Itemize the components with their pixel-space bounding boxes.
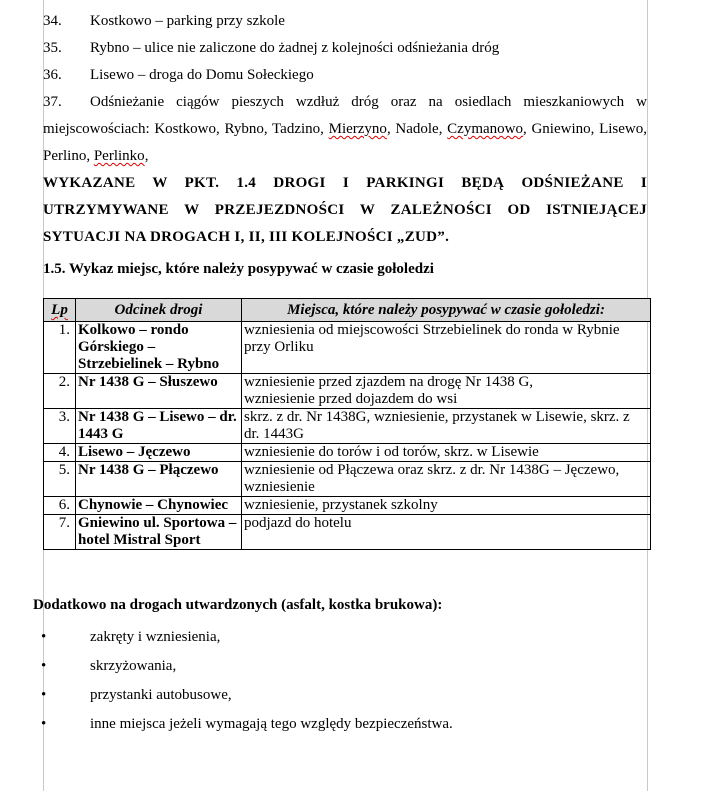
cell-road: Chynowie – Chynowiec (76, 497, 242, 515)
cell-road: Nr 1438 G – Lisewo – dr. 1443 G (76, 409, 242, 444)
item-number: 35. (43, 40, 62, 56)
item-text: Rybno – ulice nie zaliczone do żadnej z kolejności odśnieżania dróg (90, 40, 500, 56)
item-text: Odśnieżanie ciągów pieszych wzdłuż dróg oraz na osiedlach mieszkaniowych w miejscowościach: Kostkowo, Rybno, Tadzino, (43, 94, 647, 137)
cell-road: Gniewino ul. Sportowa – hotel Mistral Sport (76, 515, 242, 550)
bullet-icon: • (41, 716, 47, 732)
cell-road: Lisewo – Jęczewo (76, 444, 242, 462)
table-row (44, 409, 651, 444)
bullet-icon: • (41, 658, 47, 674)
cell-road: Nr 1438 G – Płączewo (76, 462, 242, 497)
list-item (43, 8, 647, 35)
list-item-37 (43, 89, 647, 170)
item-number: 37. (43, 94, 62, 110)
item-text: , (144, 148, 149, 164)
cell-places: wzniesienie do torów i od torów, skrz. w Lisewie (242, 444, 651, 462)
document-body (43, 8, 647, 280)
cell-lp: 3. (44, 409, 76, 444)
table-row (44, 322, 651, 374)
cell-road: Nr 1438 G – Słuszewo (76, 374, 242, 409)
icy-places-table (43, 298, 651, 550)
spell-flagged-word: Mierzyno (328, 121, 387, 137)
cell-lp: 5. (44, 462, 76, 497)
section-title: 1.5. Wykaz miejsc, które należy posypywać w czasie gołoledzi (43, 261, 434, 277)
bullet-icon: • (41, 629, 47, 645)
list-item (43, 62, 647, 89)
header-text: Lp (51, 302, 68, 318)
cell-road: Kolkowo – rondo Górskiego – Strzebielinek – Rybno (76, 322, 242, 374)
column-header-lp (44, 299, 76, 322)
cell-lp: 2. (44, 374, 76, 409)
item-text: Kostkowo – parking przy szkole (90, 13, 285, 29)
spell-flagged-word: Czymanowo (447, 121, 523, 137)
cell-places: wzniesienie przed zjazdem na drogę Nr 1438 G, wzniesienie przed dojazdem do wsi (242, 374, 651, 409)
cell-lp: 4. (44, 444, 76, 462)
table-header-row (44, 299, 651, 322)
cell-lp: 1. (44, 322, 76, 374)
cell-places: skrz. z dr. Nr 1438G, wzniesienie, przystanek w Lisewie, skrz. z dr. 1443G (242, 409, 651, 444)
cell-lp: 7. (44, 515, 76, 550)
bullet-text: inne miejsca jeżeli wymagają tego względy bezpieczeństwa. (90, 716, 453, 732)
column-header-places: Miejsca, które należy posypywać w czasie gołoledzi: (242, 299, 651, 322)
table-row (44, 497, 651, 515)
table-row (44, 462, 651, 497)
table-row (44, 374, 651, 409)
item-text: , Gniewino, Lisewo, Perlino, (43, 121, 647, 164)
column-header-road: Odcinek drogi (76, 299, 242, 322)
bold-notice: WYKAZANE W PKT. 1.4 DROGI I PARKINGI BĘDĄ ODŚNIEŻANE I UTRZYMYWANE W PRZEJEZDNOŚCI W ZALEŻNOŚCI OD ISTNIEJĄCEJ SYTUACJI NA DROGACH I, II, III KOLEJNOŚCI „ZUD”. (43, 175, 647, 245)
item-text: Lisewo – droga do Domu Sołeckiego (90, 67, 314, 83)
item-text: , Nadole, (386, 121, 448, 137)
bullet-text: przystanki autobusowe, (90, 687, 232, 703)
list-item (43, 35, 647, 62)
extra-title: Dodatkowo na drogach utwardzonych (asfalt, kostka brukowa): (33, 597, 443, 613)
spell-flagged-word: Perlinko (93, 148, 145, 164)
bullet-icon: • (41, 687, 47, 703)
item-number: 34. (43, 13, 62, 29)
bullet-text: zakręty i wzniesienia, (90, 629, 221, 645)
cell-places: wzniesienia od miejscowości Strzebielinek do ronda w Rybnie przy Orliku (242, 322, 651, 374)
item-number: 36. (43, 67, 62, 83)
cell-lp: 6. (44, 497, 76, 515)
cell-places: podjazd do hotelu (242, 515, 651, 550)
cell-places: wzniesienie, przystanek szkolny (242, 497, 651, 515)
table-row (44, 444, 651, 462)
table-row (44, 515, 651, 550)
bullet-text: skrzyżowania, (90, 658, 177, 674)
cell-places: wzniesienie od Płączewa oraz skrz. z dr. Nr 1438G – Jęczewo, wzniesienie (242, 462, 651, 497)
